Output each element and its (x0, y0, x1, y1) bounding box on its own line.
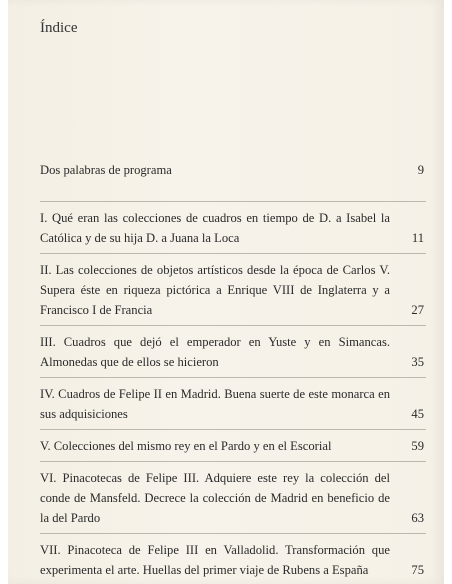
toc-entry-page: 11 (411, 231, 424, 245)
divider (40, 461, 426, 462)
toc-entry-text: V. Colecciones del mismo rey en el Pardo y en el Escorial (40, 439, 332, 453)
toc-entry-text: VII. Pinacoteca de Felipe III en Valladolid. Transformación que experimenta el arte. Huellas del primer viaje de Rubens a España (40, 543, 390, 577)
toc-entry-page: 59 (411, 439, 424, 453)
toc-entry (40, 468, 426, 528)
divider (40, 533, 426, 534)
toc-entry (40, 384, 426, 424)
toc-entry-page: 75 (411, 563, 424, 577)
divider (40, 429, 426, 430)
toc-entry-text: I. Qué eran las colecciones de cuadros en tiempo de D. a Isabel la Católica y de su hija D. a Juana la Loca (40, 211, 390, 245)
toc-entry-page: 45 (411, 407, 424, 421)
toc-entry-text: II. Las colecciones de objetos artísticos desde la época de Carlos V. Supera éste en riqueza pictórica a Enrique VIII de Inglaterra y a Francisco I de Francia (40, 263, 390, 317)
divider (40, 325, 426, 326)
toc-entry (40, 208, 426, 248)
toc-entry-text: III. Cuadros que dejó el emperador en Yuste y en Simancas. Almonedas que de ellos se hicieron (40, 335, 390, 369)
toc-entry (40, 260, 426, 320)
toc-entry-page: 9 (417, 163, 424, 177)
toc-entry-text: VI. Pinacotecas de Felipe III. Adquiere este rey la colección del conde de Mansfeld. Decrece la colección de Madrid en beneficio de la del Pardo (40, 471, 390, 525)
toc-entry (40, 332, 426, 372)
toc-entry-page: 63 (411, 511, 424, 525)
divider (40, 201, 426, 202)
toc-entry (40, 540, 426, 580)
toc-entry-text: IV. Cuadros de Felipe II en Madrid. Buena suerte de este monarca en sus adquisiciones (40, 387, 390, 421)
toc-entry (40, 436, 426, 456)
toc-entry (40, 160, 426, 180)
divider (40, 253, 426, 254)
toc-entry-text: Dos palabras de programa (40, 163, 172, 177)
divider (40, 377, 426, 378)
toc-entry-page: 35 (411, 355, 424, 369)
book-page (8, 0, 444, 584)
page-title: Índice (40, 20, 78, 36)
table-of-contents (40, 160, 426, 580)
toc-entry-page: 27 (411, 303, 424, 317)
